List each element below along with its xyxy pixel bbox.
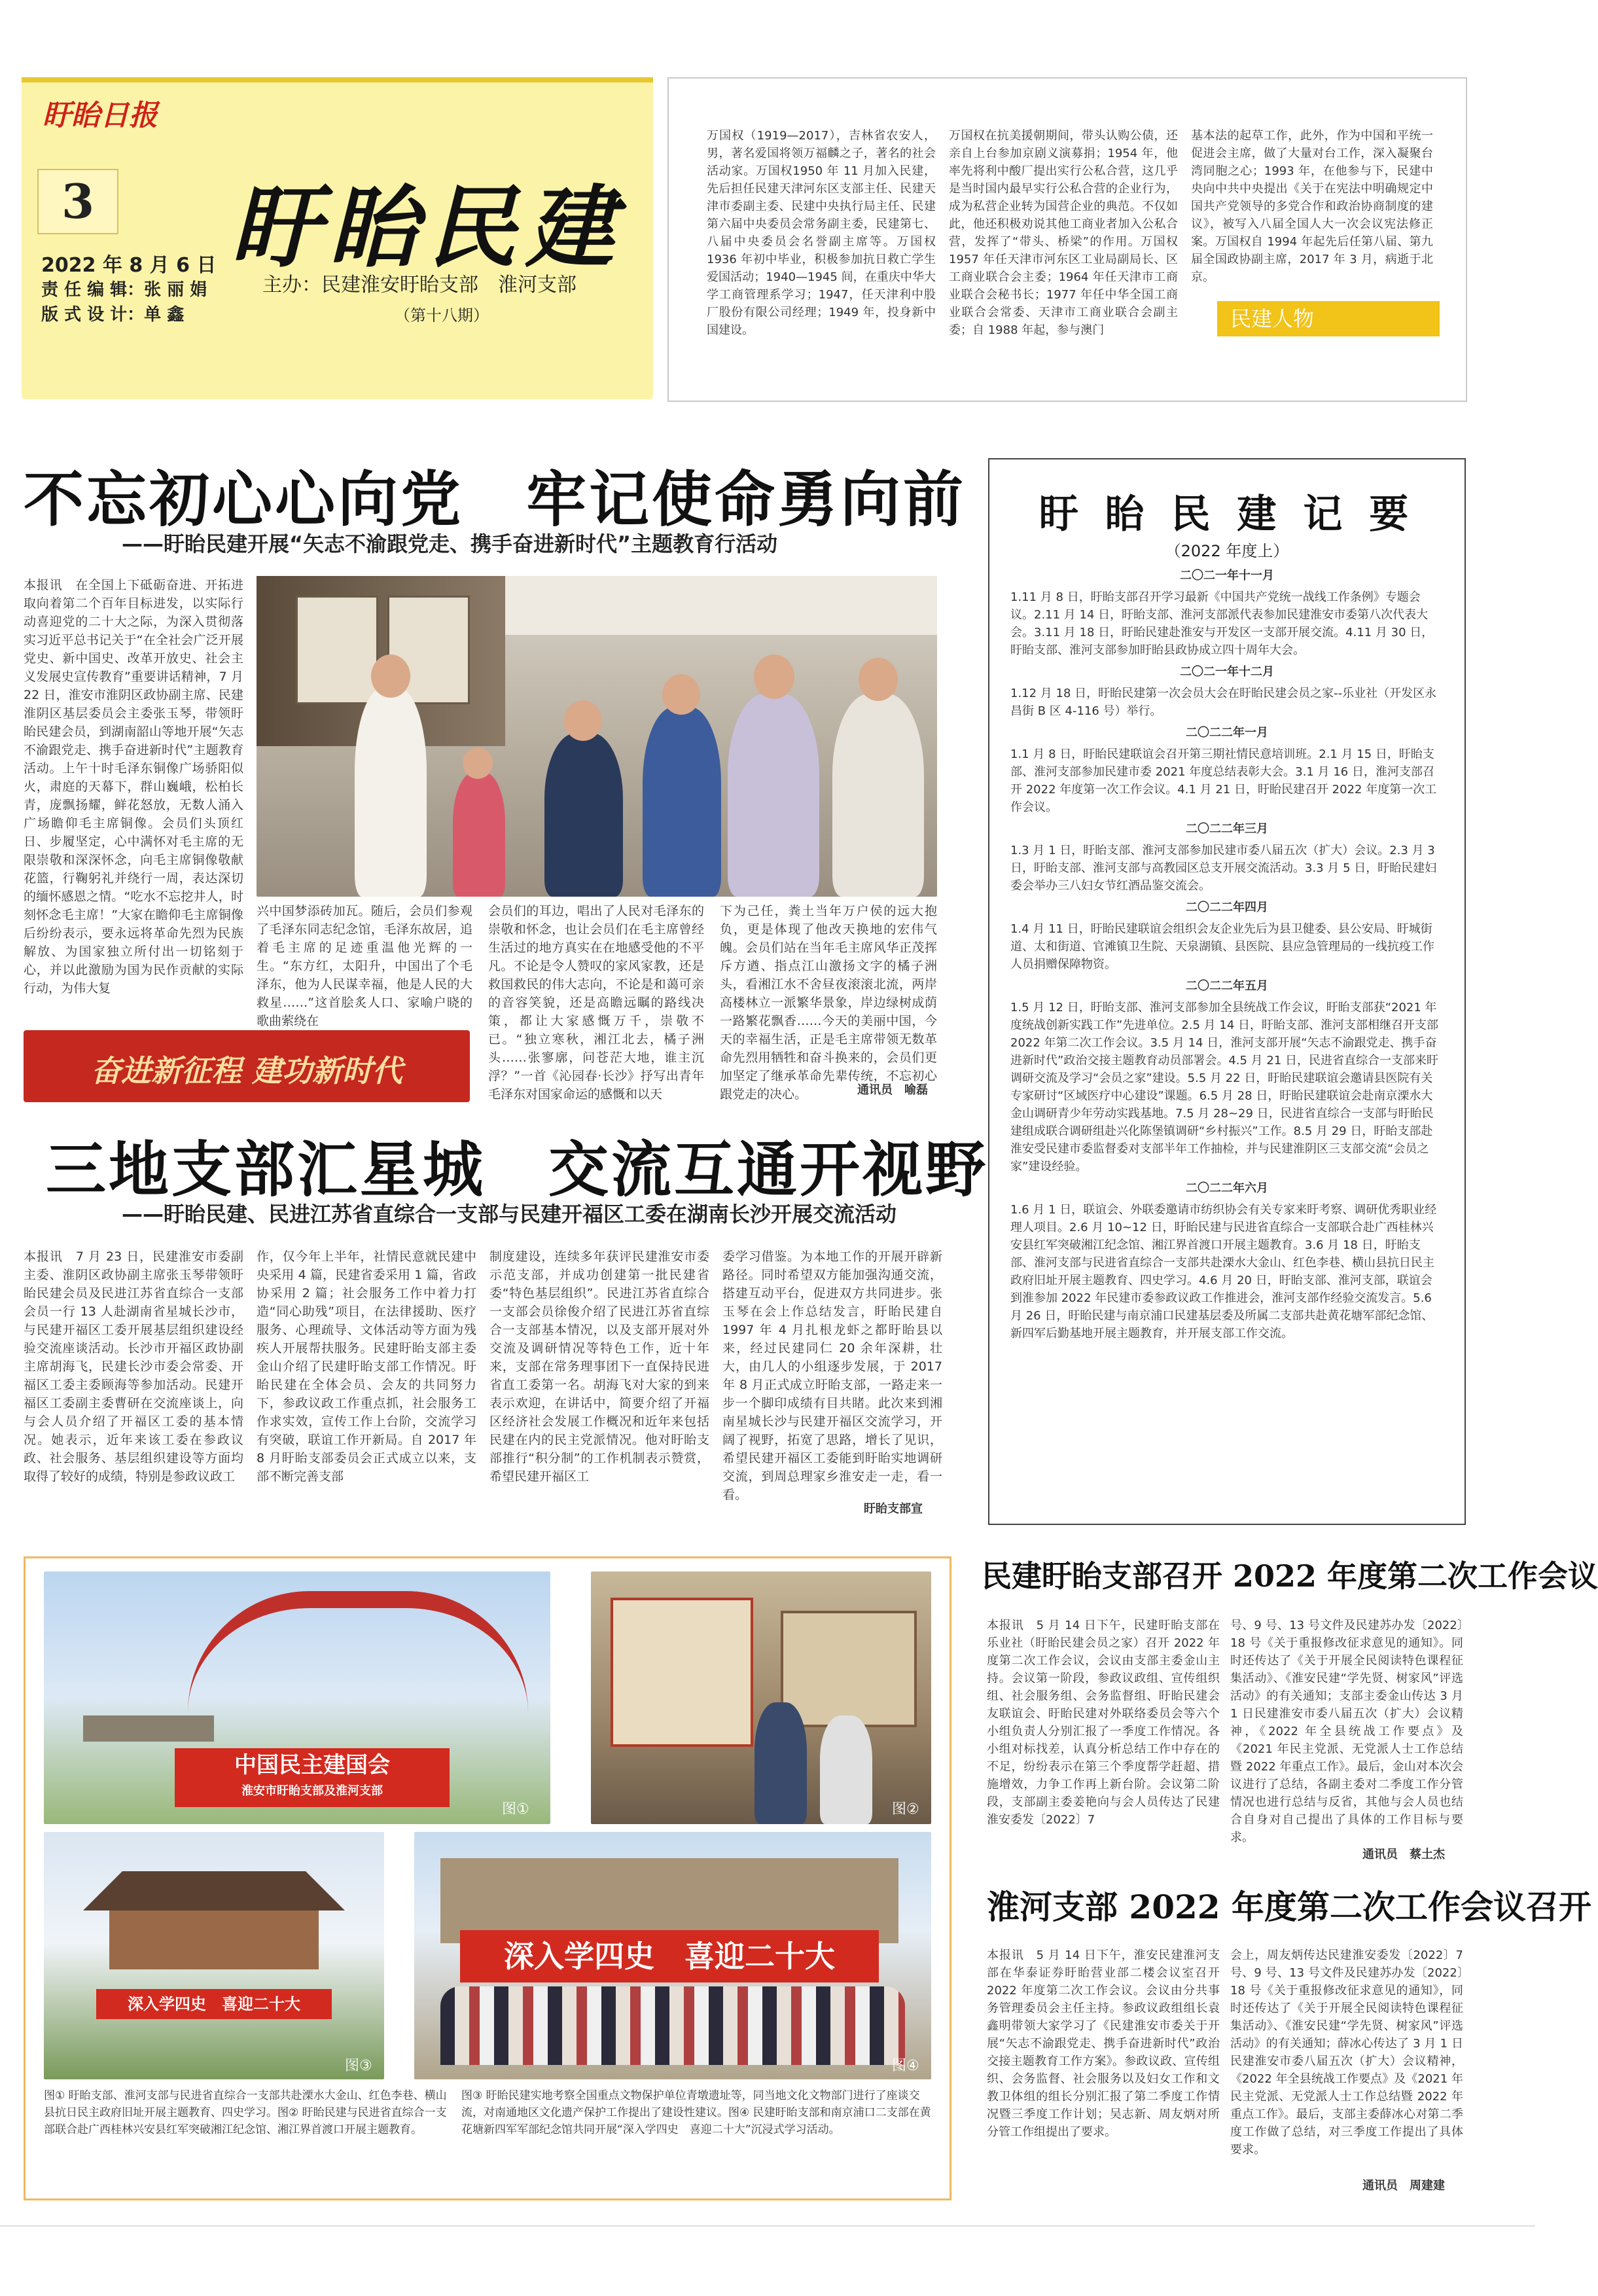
caption-left: 图① 盱眙支部、淮河支部与民进省直综合一支部共赴溧水大金山、红色李巷、横山县抗日民主政府旧址开展主题教育、四史学习。图② 盱眙民建与民进省直综合一支部联合赴广西桂林兴安县红军突破湘江纪念馆、湘江界首渡口开展主题教育。: [44, 2089, 447, 2136]
section-title: 盱眙民建: [231, 175, 624, 280]
caption-right: 图③ 盱眙民建实地考察全国重点文物保护单位青墩遗址等，同当地文化文物部门进行了座谈交流，对南通地区文化遗产保护工作提出了建设性建议。图④ 民建盱眙支部和南京浦口二支部在黄花塘新四军军部纪念馆共同开展“深入学四史 喜迎二十大”沉浸式学习活动。: [461, 2089, 931, 2136]
photo-2: [591, 1571, 931, 1824]
exhibit-panel: [296, 596, 378, 704]
chronicle-items: 1.1 月 8 日，盱眙民建联谊会召开第三期社情民意培训班。2.1 月 15 日，盱眙支部、淮河支部参加民建市委 2021 年度总结表彰大会。3.1 月 16 日，淮河支部召开 2022 年度第一次工作会议。4.1 月 21 日，盱眙民建召开 2022 年度第一次工作会议。: [1010, 747, 1437, 814]
chronicle-section: [1010, 567, 1444, 659]
monument-base: [83, 1715, 214, 1742]
visitor: [832, 694, 924, 897]
editor: 责 任 编 辑：张 丽 娟: [41, 280, 207, 300]
visitor: [820, 1715, 872, 1824]
chronicle-box: [988, 458, 1466, 1525]
slogan-banner: [24, 1030, 470, 1102]
article3-headline: 民建盱眙支部召开 2022 年度第二次工作会议: [982, 1558, 1598, 1594]
photo-4-label: 图④: [892, 2058, 919, 2074]
visitor-head: [564, 700, 602, 741]
visitor: [728, 694, 819, 897]
visitor-head: [662, 674, 700, 715]
masthead-stripe: [22, 77, 653, 82]
photo-1-banner-subtext: 淮安市盱眙支部及淮河支部: [241, 1784, 383, 1798]
chronicle-subtitle: （2022 年度上）: [1165, 542, 1289, 560]
chronicle-section: [1010, 663, 1444, 720]
chronicle-items: 1.5 月 12 日，盱眙支部、淮河支部参加全县统战工作会议，盱眙支部获“2021 年度统战创新实践工作”先进单位。2.5 月 14 日，盱眙支部、淮河支部相继召开支部 2022 年第二次工作会议。3.5 月 14 日，淮河支部开展“矢志不渝跟党走、携手奋进新时代”政治交接主题教育动员部署会。4.5 月 21 日，民进省直综合一支部来盱调研交流及学习“会员之家”建设。5.5 月 22 日，盱眙民建联谊会邀请县医院有关专家研讨“区域医疗中心建设”课题。6.5 月 28 日，盱眙民建联谊会赴南京溧水大金山调研青少年劳动实践基地。7.5 月 28~29 日，民进省直综合一支部与盱眙民建组成联合调研组赴兴化陈堡镇调研“乡村振兴”工作。8.5 月 29 日，盱眙支部赴淮安受民建市委监督委对支部半年工作抽检，并与民建淮阴区三支部交流“会员之家”建设经验。: [1010, 1001, 1439, 1174]
issue-date: 2022 年 8 月 6 日: [41, 254, 217, 277]
visitor-head: [754, 655, 794, 699]
chronicle-items: 1.6 月 1 日，联谊会、外联委邀请市纺织协会有关专家来盱考察、调研优秀职业经理人项目。2.6 月 10~12 日，盱眙民建与民进省直综合一支部联合赴广西桂林兴安县红军突破湘江纪念馆、湘江界首渡口开展主题教育。3.6 月 18 日，盱眙支部、淮河支部与民进省直综合一支部共赴溧水大金山、红色李巷、横山县抗日民主政府旧址开展主题教育、四史学习。4.6 月 20 日，盱眙支部、淮河支部，联谊会到淮参加 2022 年民建市委参政议政工作推进会，淮河支部作经验交流发言。5.6 月 26 日，盱眙民建与南京浦口民建基层委及所属二支部共赴黄花塘军部纪念馆、新四军后勤基地开展主题教育，并开展支部工作交流。: [1010, 1203, 1437, 1340]
visitor: [643, 707, 721, 897]
article3-col-1: 本报讯 5 月 14 日下午，民建盱眙支部在乐业社（盱眙民建会员之家）召开 2022 年度第二次工作会议，会议由支部主委金山主持。会议第一阶段，参政议政组、宣传组织组、社会服务组、会务监督组、盱眙民建会友联谊会、盱眙民建对外联络委员会等六个小组负责人分别汇报了一季度工作情况。各小组对标找差，认真分析总结工作中存在的不足，纷纷表示在第三个季度帮学赶超、措施增效，力争工作再上新台阶。会议第二阶段，支部副主委姜艳向与会人员传达了民建淮安委发〔2022〕7: [987, 1619, 1220, 1827]
article4-col-2: 会上，周友炳传达民建淮安委发〔2022〕7 号、9 号、13 号文件及民建苏办发〔2022〕18 号《关于重报修改征求意见的通知》，同时还传达了《关于开展全民阅读特色课程征集活动》、《淮安民建“学先贤、树家风”评选活动》的有关通知；薛冰心传达了 3 月 1 日民建淮安市委八届五次（扩大）会议精神，《2022 年全县统战工作要点》及《2021 年民主党派、无党派人士工作总结暨 2022 年重点工作》。最后，支部主委薛冰心对第二季度工作做了总结，对三季度工作提出了具体要求。: [1230, 1948, 1463, 2157]
photo-museum-visit: [257, 576, 937, 897]
chronicle-items: 1.4 月 11 日，盱眙民建联谊会组织会友企业先后为县卫健委、县公安局、盱城街道、太和街道、官滩镇卫生院、天泉湖镇、县医院、县应急管理局的一线抗疫工作人员捐赠保障物资。: [1010, 922, 1434, 971]
monument-arch: [188, 1591, 528, 1713]
exhibit-display: [781, 1611, 917, 1727]
photo-1-banner: [175, 1748, 450, 1807]
article1-body-c2: 会员们的耳边，唱出了人民对毛泽东的崇敬和怀念，也让会员们在毛主席曾经生活过的地方真实在在地感受他的不平凡。不论是令人赞叹的家风家教，还是救国救民的伟大志向，不论是和蔼可亲的音容笑貌，还是高瞻远瞩的路线决策，都让大家感慨万千，崇敬不已。“独立寒秋，湘江北去，橘子洲头……张寥廓，问苍茫大地，谁主沉浮？”一首《沁园春·长沙》抒写出青年毛泽东对国家命运的感慨和以天: [488, 904, 704, 1102]
pavilion-roof: [83, 1871, 345, 1910]
chronicle-section: [1010, 1179, 1444, 1342]
photo-1-banner-text: 中国民主建国会: [234, 1752, 390, 1778]
article4-byline: 通讯员 周建建: [1362, 2179, 1445, 2193]
visitor-head: [371, 655, 410, 698]
chronicle-month: 二〇二二年三月: [1186, 822, 1268, 836]
photo-4-banner: 深入学四史 喜迎二十大: [460, 1930, 879, 1982]
issue-number: （第十八期）: [395, 306, 489, 325]
article1-body-c3: 下为己任，粪土当年万户侯的远大抱负，更是体现了他改天换地的宏伟气魄。会员们站在当年毛主席风华正茂挥斥方遒、指点江山激扬文字的橘子洲头，看湘江水不舍昼夜滚滚北流，两岸高楼林立一派繁华景象，岸边绿树成荫一路繁花飘香……今天的美丽中国，今天的幸福生活，正是毛主席带领无数革命先烈用牺牲和奋斗换来的，会员们更加坚定了继承革命先辈传统，不忘初心跟党走的决心。: [720, 904, 937, 1102]
chronicle-items: 1.12 月 18 日，盱眙民建第一次会员大会在盱眙民建会员之家--乐业社（开发区永昌街 B 区 4-116 号）举行。: [1010, 687, 1437, 718]
photo-2-label: 图②: [892, 1801, 919, 1818]
photo-1-label: 图①: [502, 1801, 529, 1818]
article2-col-4: 委学习借鉴。为本地工作的开展开辟新路径。同时希望双方能加强沟通交流，搭建互动平台，促进双方共同进步。张玉琴在会上作总结发言，盱眙民建自 1997 年 4 月扎根龙虾之都盱眙县以来，经过民建同仁 20 余年深耕，壮大，由几人的小组逐步发展，于 2017 年 8 月正式成立盱眙支部，一路走来一步一个脚印成绩有目共睹。此次来到湘南星城长沙与民建开福区交流学习，开阔了视野，拓宽了思路，增长了见识，希望民建开福区工委能到盱眙实地调研交流，到周总理家乡淮安走一走，看一看。: [722, 1249, 942, 1502]
profile-col-2: 万国权在抗美援朝期间，带头认购公债，还亲自上台参加京剧义演募捐；1954 年，他率先将利中酸厂提出实行公私合营，这几乎是当时国内最早实行公私合营的企业行为，成为私营企业转为国营企业的典范。不仅如此，他还积极劝说其他工商业者加入公私合营，发挥了“带头、桥梁”的作用。万国权1957 年任天津市河东区工业局副局长、区工商业联合会主委；1964 年任天津市工商业联合会秘书长；1977 年任中华全国工商业联合会常委、天津市工商业联合会副主委；自 1988 年起，参与澳门: [949, 129, 1178, 337]
chronicle-items: 1.11 月 8 日，盱眙支部召开学习最新《中国共产党统一战线工作条例》专题会议。2.11 月 14 日，盱眙支部、淮河支部派代表参加民建淮安市委第八次代表大会。3.11 月 18 日，盱眙民建赴淮安与开发区一支部开展交流。4.11 月 30 日，盱眙支部、淮河支部参加盱眙县政协成立四十周年大会。: [1010, 590, 1434, 657]
article3-col-2: 号、9 号、13 号文件及民建苏办发〔2022〕18 号《关于重报修改征求意见的通知》。同时还传达了《关于开展全民阅读特色课程征集活动》、《淮安民建“学先贤、树家风”评选活动》的有关通知；支部主委金山传达 3 月 1 日民建淮安市委八届五次（扩大）会议精神，《2022 年全县统战工作要点》及《2021 年民主党派、无党派人士工作总结暨 2022 年重点工作》。最后，金山对本次会议进行了总结，各副主委对二季度工作分管情况也进行总结与反省，其他与会人员也结合自身对自己提出了具体的工作目标与要求。: [1230, 1619, 1463, 1844]
ceiling: [505, 576, 937, 635]
photo-1: [44, 1571, 550, 1824]
photo-3-label: 图③: [345, 2058, 372, 2074]
chronicle-month: 二〇二一年十一月: [1180, 569, 1274, 583]
chronicle-section: [1010, 820, 1444, 895]
chronicle-month: 二〇二二年五月: [1186, 979, 1268, 993]
visitor-head: [463, 747, 493, 779]
pavilion-body: [109, 1910, 319, 1969]
article1-byline: 通讯员 喻磊: [857, 1083, 928, 1097]
profile-col-1: 万国权（1919—2017），吉林省农安人，男，著名爱国将领万福麟之子，著名的社会活动家。万国权1950 年 11 月加入民建，先后担任民建天津河东区支部主任、民建天津市委副主委、民建中央执行局主任、民建第六届中央委员会常务副主委，民建第七、八届中央委员会名誉副主席等。万国权1936 年初中毕业，积极参加抗日救亡学生爱国活动；1940—1945 间，在重庆中华大学工商管理系学习；1947，任天津利中股厂股份有限公司经理；1949 年，投身新中国建设。: [707, 129, 936, 337]
profile-box: [667, 77, 1467, 402]
visitor: [755, 1702, 807, 1824]
bottom-rule: [0, 2225, 1535, 2227]
article2-col-2: 作，仅今年上半年，社情民意就民建中央采用 4 篇，民建省委采用 1 篇，省政协采用 2 篇；社会服务工作中着力打造“同心助残”项目，在法律援助、医疗服务、心理疏导、文体活动等方面为残疾人开展帮扶服务。民建盱眙支部主委金山介绍了民建盱眙支部工作情况。盱眙民建在全体会员、会友的共同努力下，参政议政工作重点抓，社会服务工作求实效，宣传工作上台阶，交流学习有突破，联谊工作开新局。自 2017 年 8 月盱眙支部委员会正式成立以来，支部不断完善支部: [257, 1249, 476, 1484]
chronicle-month: 二〇二二年四月: [1186, 901, 1268, 914]
sponsor: 主办：民建淮安盱眙支部 淮河支部: [262, 274, 577, 296]
masthead: [22, 77, 653, 399]
chronicle-list: [1010, 563, 1444, 1512]
photo-3: [44, 1832, 384, 2079]
photo-3-banner: 深入学四史 喜迎二十大: [96, 1989, 332, 2019]
paper-logo: 盱眙日报: [43, 99, 158, 132]
article3-byline: 通讯员 蔡土杰: [1362, 1848, 1445, 1861]
article2-headline: 三地支部汇星城 交流互通开视野: [46, 1134, 989, 1205]
visitor: [453, 772, 505, 897]
article4-headline: 淮河支部 2022 年度第二次工作会议召开: [987, 1888, 1591, 1926]
designer: 版 式 设 计：单 鑫: [41, 305, 185, 325]
article4-col-1: 本报讯 5 月 14 日下午，淮安民建淮河支部在华泰证券盱眙营业部二楼会议室召开 2022 年度第二次工作会议。会议由分共事务管理委员会主任主持。参政议政组组长袁鑫明带领大家学习了《民建淮安市委关于开展“矢志不渝跟党走、携手奋进新时代”政治交接主题教育工作方案》。参政议政、宣传组织、会务监督、社会服务以及妇女工作和文教卫体组的组长分别汇报了第二季度工作情况暨三季度工作计划；吴志新、周友炳对所分管工作组提出了要求。: [987, 1948, 1220, 2139]
photo-collage: [24, 1556, 951, 2200]
slogan-text: 奋进新征程 建功新时代: [90, 1053, 402, 1088]
article1-body-c1: 兴中国梦添砖加瓦。随后，会员们参观了毛泽东同志纪念馆，毛泽东故居，追着毛主席的足迹重温他光辉的一生。“东方红，太阳升，中国出了个毛泽东，他为人民谋幸福，他是人民的大救星……”这首脍炙人口、家喻户晓的歌曲萦绕在: [257, 904, 472, 1028]
chronicle-month: 二〇二二年六月: [1186, 1181, 1268, 1195]
photo-4: [414, 1832, 931, 2079]
chronicle-month: 二〇二二年一月: [1186, 726, 1268, 740]
article2-byline: 盱眙支部宣: [864, 1502, 923, 1516]
article1-body-left: 本报讯 在全国上下砥砺奋进、开拓进取向着第二个百年目标进发，以实际行动喜迎党的二十大之际，为深入贯彻落实习近平总书记关于“在全社会广泛开展党史、新中国史、改革开放史、社会主义发展史宣传教育”重要讲话精神，7 月 22 日，淮安市淮阴区政协副主席、民建淮阴区基层委员会主委张玉琴，带领盱眙民建会员，到湖南韶山等地开展“矢志不渝跟党走、携手奋进新时代”主题教育活动。上午十时毛泽东铜像广场骄阳似火，肃庭的天幕下，群山巍峨，松柏长青，庞飘扬耀，鲜花怒放，无数人涌入广场瞻仰毛主席铜像。会员们头顶红日、步履坚定，心中满怀对毛主席的无限崇敬和深深怀念，向毛主席铜像敬献花篮，行鞠躬礼并绕行一周，表达深切的缅怀感恩之情。“吃水不忘挖井人，时刻怀念毛主席！”大家在瞻仰毛主席铜像后纷纷表示，要永远将革命先烈为民族解放、为国家独立所付出一切铭刻于心，并以此激励为国为民作贡献的实际行动，为伟大复: [24, 578, 243, 996]
article2-col-1: 本报讯 7 月 23 日，民建淮安市委副主委、淮阴区政协副主席张玉琴带领盱眙民建会员及民进江苏省直综合一支部会员一行 13 人赴湖南省星城长沙市，与民建开福区工委开展基层组织建设经验交流座谈活动。长沙市开福区政协副主席胡海飞，民建长沙市委会常委、开福区工委主委顾海等参加活动。民建开福区工委副主委曹研在交流座谈上，向与会人员介绍了开福区工委的基本情况。她表示，近年来该工委在参政议政、社会服务、基层组织建设等方面均取得了较好的成绩，特别是参政议政工: [24, 1249, 243, 1484]
profile-col-3: 基本法的起草工作，此外，作为中国和平统一促进会主席，做了大量对台工作，深入凝聚台湾同胞之心；1993 年，在他参与下，民建中央向中共中央提出《关于在宪法中明确规定中国共产党领导的多党合作和政治协商制度的建议》，被写入八届全国人大一次会议宪法修正案。万国权自 1994 年起先后任第八届、第九届全国政协副主席，2017 年 3 月，病逝于北京。: [1191, 129, 1433, 284]
article1-headline: 不忘初心心向党 牢记使命勇向前: [24, 464, 967, 535]
chronicle-title: 盱 眙 民 建 记 要: [1039, 492, 1415, 537]
visitor: [355, 687, 427, 897]
group-row: [440, 1986, 905, 2065]
profile-tag: 民建人物: [1217, 301, 1440, 336]
visitor: [544, 733, 623, 897]
article2-col-3: 制度建设，连续多年获评民建淮安市委示范支部，并成功创建第一批民建省委“特色基层组织”。民进江苏省直综合一支部会员徐俊介绍了民进江苏省直综合一支部基本情况，以及支部开展对外交流及调研情况等特色工作，近十年来，支部在常务理事团下一直保持民进省直工委第一名。胡海飞对大家的到来表示欢迎，在讲话中，简要介绍了开福区经济社会发展工作概况和近年来包括民建在内的民主党派情况。他对盱眙支部推行“积分制”的工作机制表示赞赏，希望民建开福区工: [489, 1249, 709, 1484]
chronicle-section: [1010, 977, 1444, 1175]
chronicle-month: 二〇二一年十二月: [1180, 665, 1274, 679]
page-number: 3: [37, 169, 118, 234]
exhibit-display: [611, 1598, 753, 1747]
chronicle-section: [1010, 724, 1444, 816]
visitor-head: [859, 658, 898, 701]
article2-subhead: ——盱眙民建、民进江苏省直综合一支部与民建开福区工委在湖南长沙开展交流活动: [122, 1202, 897, 1227]
chronicle-section: [1010, 899, 1444, 973]
chronicle-items: 1.3 月 1 日，盱眙支部、淮河支部参加民建市委八届五次（扩大）会议。2.3 月 3 日，盱眙支部、淮河支部与高教园区总支开展交流活动。3.3 月 5 日，盱眙民建妇委会举办三八妇女节红酒品鉴交流会。: [1010, 844, 1437, 893]
article1-subhead: ——盱眙民建开展“矢志不渝跟党走、携手奋进新时代”主题教育行活动: [122, 531, 778, 556]
